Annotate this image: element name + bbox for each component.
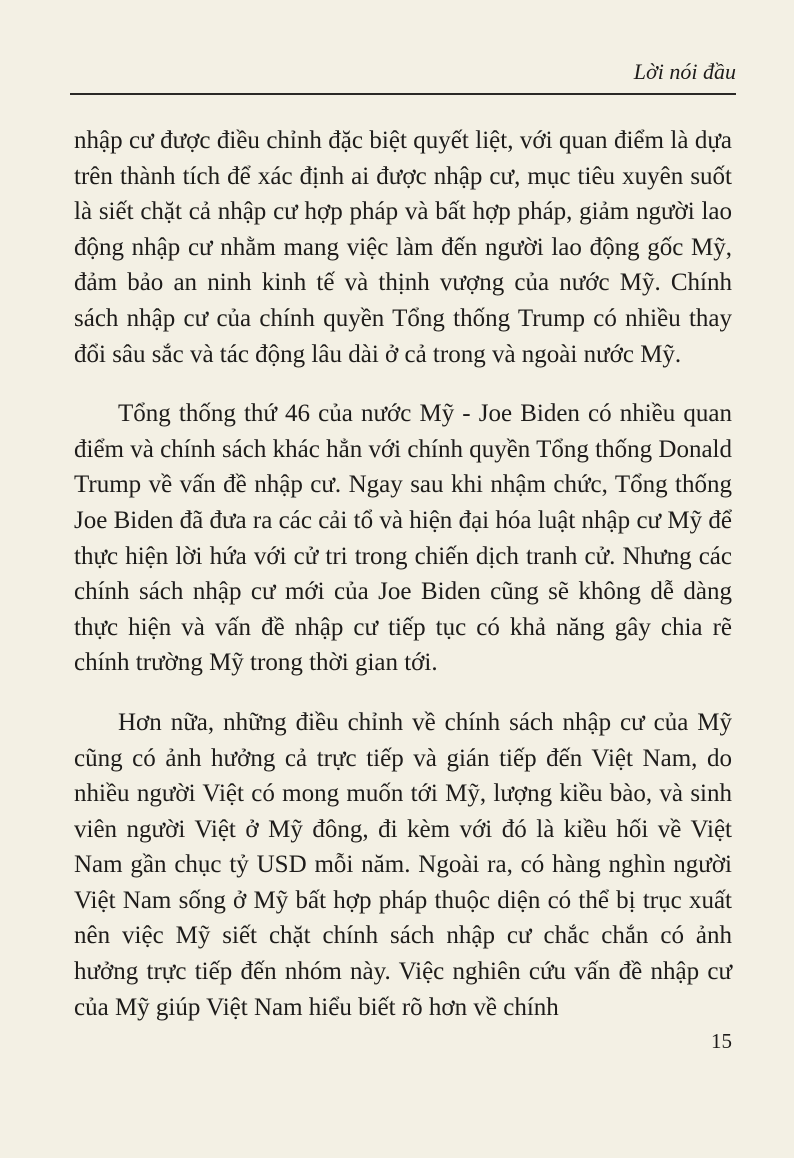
paragraph-2: Tổng thống thứ 46 của nước Mỹ - Joe Biden có nhiều quan điểm và chính sách khác hẳn với chính quyền Tổng thống Donald Trump về vấn đề nhập cư. Ngay sau khi nhậm chức, Tổng thống Joe Biden đã đưa ra các cải tổ và hiện đại hóa luật nhập cư Mỹ để thực hiện lời hứa với cử tri trong chiến dịch tranh cử. Nhưng các chính sách nhập cư mới của Joe Biden cũng sẽ không dễ dàng thực hiện và vấn đề nhập cư tiếp tục có khả năng gây chia rẽ chính trường Mỹ trong thời gian tới. — [74, 400, 732, 677]
body-text — [74, 123, 732, 1025]
paragraph-3: Hơn nữa, những điều chỉnh về chính sách nhập cư của Mỹ cũng có ảnh hưởng cả trực tiếp và gián tiếp đến Việt Nam, do nhiều người Việt có mong muốn tới Mỹ, lượng kiều bào, và sinh viên người Việt ở Mỹ đông, đi kèm với đó là kiều hối về Việt Nam gần chục tỷ USD mỗi năm. Ngoài ra, có hàng nghìn người Việt Nam sống ở Mỹ bất hợp pháp thuộc diện có thể bị trục xuất nên việc Mỹ siết chặt chính sách nhập cư chắc chắn có ảnh hưởng trực tiếp đến nhóm này. Việc nghiên cứu vấn đề nhập cư của Mỹ giúp Việt Nam hiểu biết rõ hơn về chính — [74, 708, 732, 1021]
page-number: 15 — [711, 1029, 732, 1053]
header-rule — [70, 93, 736, 95]
paragraph-1: nhập cư được điều chỉnh đặc biệt quyết liệt, với quan điểm là dựa trên thành tích để xác định ai được nhập cư, mục tiêu xuyên suốt là siết chặt cả nhập cư hợp pháp và bất hợp pháp, giảm người lao động nhập cư nhằm mang việc làm đến người lao động gốc Mỹ, đảm bảo an ninh kinh tế và thịnh vượng của nước Mỹ. Chính sách nhập cư của chính quyền Tổng thống Trump có nhiều thay đổi sâu sắc và tác động lâu dài ở cả trong và ngoài nước Mỹ. — [74, 127, 732, 368]
running-header-title: Lời nói đầu — [633, 59, 736, 84]
